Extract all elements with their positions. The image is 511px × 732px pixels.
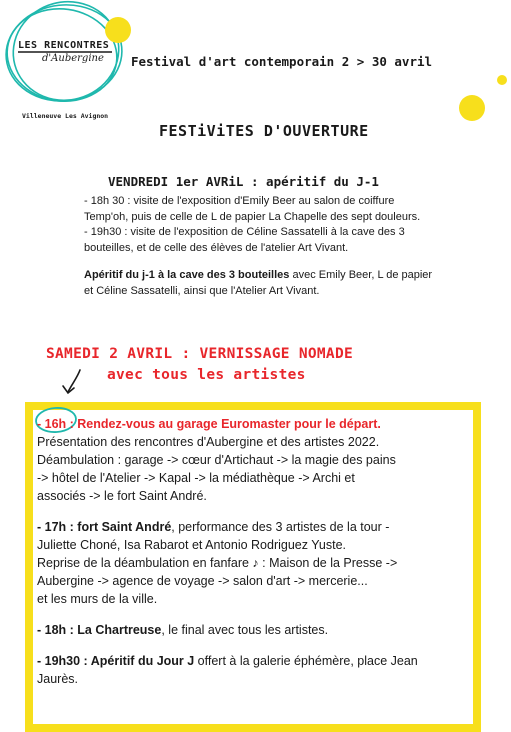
program-item: - 17h : fort Saint André, performance des 3 artistes de la tour - <box>37 520 390 534</box>
program-item: - 18h 30 : visite de l'exposition d'Emily Beer au salon de coiffure <box>84 195 395 207</box>
decor-yellow-dot <box>497 75 507 85</box>
program-item: - 18h : La Chartreuse, le final avec tous les artistes. <box>37 623 329 637</box>
program-line: bouteilles, et de celle des élèves de l'atelier Art Vivant. <box>84 241 349 254</box>
program-line: Reprise de la déambulation en fanfare ♪ : Maison de la Presse -> <box>37 556 398 570</box>
friday-heading: VENDREDI 1er AVRiL : apéritif du J-1 <box>108 174 379 189</box>
program-line: Déambulation : garage -> cœur d'Artichaut -> la magie des pains <box>37 453 396 467</box>
program-line: -> hôtel de l'Atelier -> Kapal -> la médiathèque -> Archi et <box>37 471 355 485</box>
saturday-heading: SAMEDI 2 AVRIL : VERNISSAGE NOMADE <box>46 346 354 362</box>
page-title: FESTiViTES D'OUVERTURE <box>159 122 369 140</box>
program-line: et Céline Sassatelli, ainsi que l'Atelier Art Vivant. <box>84 284 320 297</box>
friday-program <box>84 194 496 299</box>
program-item: - 16h : Rendez-vous au garage Euromaster pour le départ. <box>37 417 381 431</box>
logo-city: Villeneuve Les Avignon <box>22 112 109 120</box>
aperitif-line: Apéritif du j-1 à la cave des 3 bouteilles avec Emily Beer, L de papier <box>84 269 433 281</box>
saturday-program <box>37 415 477 688</box>
saturday-subheading: avec tous les artistes <box>107 367 306 383</box>
arrow-down-icon <box>60 368 90 398</box>
logo-subtitle: d'Aubergine <box>42 53 104 64</box>
program-line: Présentation des rencontres d'Aubergine et des artistes 2022. <box>37 435 380 449</box>
program-item: - 19h30 : Apéritif du Jour J offert à la galerie éphémère, place Jean <box>37 654 418 668</box>
program-line: associés -> le fort Saint André. <box>37 489 207 503</box>
program-line: Juliette Choné, Isa Rabarot et Antonio Rodriguez Yuste. <box>37 538 346 552</box>
program-line: et les murs de la ville. <box>37 592 158 606</box>
decor-yellow-dot <box>459 95 485 121</box>
festival-dates: Festival d'art contemporain 2 > 30 avril <box>131 54 433 69</box>
program-item: - 19h30 : visite de l'exposition de Céline Sassatelli à la cave des 3 <box>84 226 405 238</box>
program-line: Jaurès. <box>37 672 78 686</box>
logo-title: LES RENCONTRES <box>18 40 110 51</box>
program-line: Temp'oh, puis de celle de L de papier La Chapelle des sept douleurs. <box>84 210 421 223</box>
program-line: Aubergine -> agence de voyage -> salon d'art -> mercerie... <box>37 574 368 588</box>
